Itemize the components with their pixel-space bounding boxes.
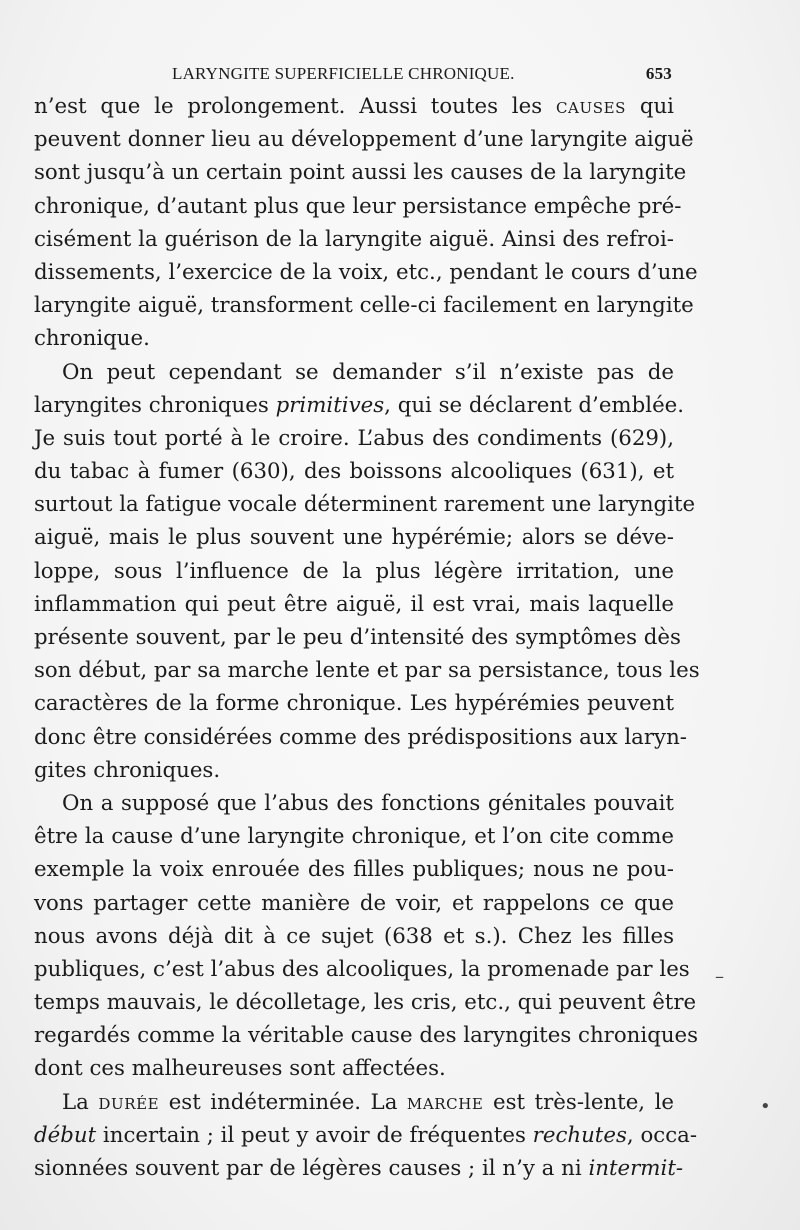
text-run: son début, par sa marche lente et par sa persistance, tous les — [34, 658, 700, 684]
text-line — [34, 654, 700, 687]
text-line — [34, 455, 674, 488]
text-run: publiques, c’est l’abus des alcooliques, la promenade par les — [34, 956, 690, 982]
text-run: dissements, l’exercice de la voix, etc., pendant le cours d’une — [34, 259, 698, 285]
running-title: LARYNGITE SUPERFICIELLE CHRONIQUE. — [172, 64, 515, 83]
text-line — [34, 1052, 674, 1085]
text-line — [34, 1152, 684, 1185]
text-line — [34, 422, 674, 455]
small-caps-term: causes — [555, 94, 627, 119]
text-line — [34, 953, 690, 986]
margin-dot-mark: • — [760, 1096, 771, 1117]
text-line — [34, 90, 674, 123]
text-line — [34, 123, 694, 156]
text-line — [34, 322, 674, 355]
text-run: regardés comme la véritable cause des laryngites chroniques — [34, 1023, 699, 1049]
italic-term: intermit- — [588, 1156, 684, 1181]
italic-term: rechutes — [532, 1122, 627, 1148]
text-run: nous avons déjà dit à ce sujet (638 et s.). Chez les filles — [34, 923, 674, 949]
italic-term: primitives — [275, 392, 385, 418]
text-line — [34, 887, 674, 920]
text-run: surtout la fatigue vocale déterminent rarement une laryngite — [34, 492, 696, 518]
text-run: chronique. — [34, 326, 150, 352]
text-run: sont jusqu’à un certain point aussi les causes de la laryngite — [34, 160, 687, 186]
text-line — [34, 920, 674, 953]
text-run: inflammation qui peut être aiguë, il est vrai, mais laquelle — [34, 591, 674, 617]
text-line — [34, 1019, 699, 1052]
text-line — [34, 721, 687, 754]
text-line — [34, 555, 674, 588]
text-line — [34, 986, 697, 1019]
text-run: vons partager cette manière de voir, et rappelons ce que — [34, 890, 674, 916]
text-run: , occa- — [626, 1122, 698, 1148]
body-text — [34, 90, 700, 1200]
italic-term: début — [34, 1122, 97, 1148]
text-line — [34, 223, 674, 256]
text-line — [34, 289, 694, 322]
running-head — [92, 60, 672, 88]
small-caps-term: marche — [406, 1089, 484, 1115]
text-line — [34, 356, 674, 389]
text-run: La — [62, 1089, 99, 1115]
text-line — [34, 1119, 698, 1152]
text-run: dont ces malheureuses sont affectées. — [34, 1056, 446, 1082]
margin-dash-mark: – — [715, 966, 724, 987]
text-run: , qui se déclarent d’emblée. — [384, 392, 685, 418]
text-run: est indéterminée. La — [159, 1089, 407, 1115]
text-run: exemple la voix enrouée des filles publiques; nous ne pou- — [34, 857, 674, 883]
text-run: loppe, sous l’influence de la plus légère irritation, une — [34, 558, 674, 584]
text-line — [34, 820, 674, 853]
text-line — [34, 588, 674, 621]
small-caps-term: durée — [98, 1089, 160, 1115]
text-run: peuvent donner lieu au développement d’une laryngite aiguë — [34, 127, 694, 153]
text-run: temps mauvais, le décolletage, les cris, etc., qui peuvent être — [34, 990, 697, 1016]
text-line — [34, 389, 685, 422]
text-run: laryngite aiguë, transforment celle-ci facilement en laryngite — [34, 293, 694, 319]
text-run: sionnées souvent par de légères causes ; il n’y a ni — [34, 1156, 589, 1181]
text-run: incertain ; il peut y avoir de fréquentes — [96, 1122, 533, 1148]
text-run: qui — [626, 94, 674, 119]
text-run: On a supposé que l’abus des fonctions génitales pouvait — [62, 790, 674, 816]
text-run: présente souvent, par le peu d’intensité des symptômes dès — [34, 625, 681, 650]
text-line — [34, 521, 674, 554]
text-run: chronique, d’autant plus que leur persistance empêche pré- — [34, 193, 682, 219]
text-line — [34, 488, 696, 521]
text-run: n’est que le prolongement. Aussi toutes les — [34, 94, 556, 119]
text-run: est très-lente, le — [483, 1089, 674, 1115]
text-line — [34, 156, 687, 189]
text-run: cisément la guérison de la laryngite aiguë. Ainsi des refroi- — [34, 226, 674, 252]
text-line — [34, 256, 698, 289]
page-number: 653 — [645, 64, 672, 83]
text-run: donc être considérées comme des prédispositions aux laryn- — [34, 724, 687, 750]
text-line — [34, 190, 682, 223]
text-line — [34, 687, 674, 720]
text-run: laryngites chroniques — [34, 392, 276, 418]
text-line — [34, 621, 681, 654]
text-run: caractères de la forme chronique. Les hypérémies peuvent — [34, 691, 674, 717]
text-line — [34, 1086, 674, 1119]
text-run: être la cause d’une laryngite chronique, et l’on cite comme — [34, 824, 674, 850]
text-run: du tabac à fumer (630), des boissons alcooliques (631), et — [34, 459, 674, 485]
text-run: Je suis tout porté à le croire. L’abus des condiments (629), — [34, 425, 674, 451]
text-run: aiguë, mais le plus souvent une hypérémie; alors se déve- — [34, 525, 674, 551]
text-run: On peut cependant se demander s’il n’existe pas de — [62, 359, 674, 385]
text-line — [34, 787, 674, 820]
text-run: gites chroniques. — [34, 757, 221, 783]
text-line — [34, 754, 674, 787]
text-line — [34, 853, 674, 886]
